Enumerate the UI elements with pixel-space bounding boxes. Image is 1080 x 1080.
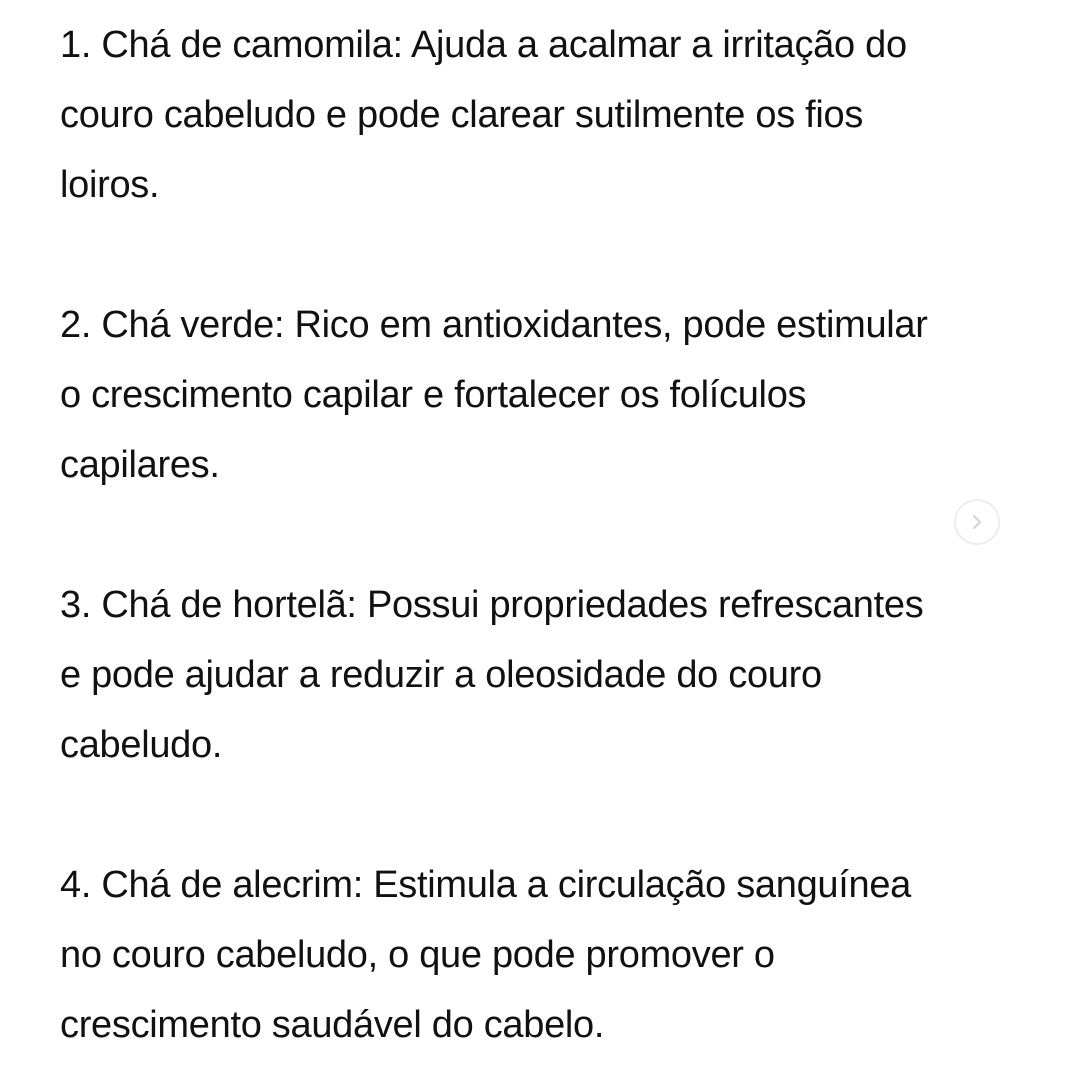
tea-list	[60, 10, 1050, 1060]
list-item-green-tea	[60, 290, 1050, 500]
list-item-line: 2. Chá verde: Rico em antioxidantes, pode estimular	[60, 304, 928, 346]
list-item-line: e pode ajudar a reduzir a oleosidade do couro	[60, 654, 822, 696]
list-item-line: 4. Chá de alecrim: Estimula a circulação sanguínea	[60, 864, 912, 906]
list-item-line: 1. Chá de camomila: Ajuda a acalmar a irritação do	[60, 24, 907, 66]
list-item-mint	[60, 570, 1050, 780]
list-item-line: crescimento saudável do cabelo.	[60, 1004, 605, 1046]
list-item-line: cabeludo.	[60, 724, 223, 766]
list-item-line: loiros.	[60, 164, 160, 206]
chevron-right-icon	[967, 512, 987, 532]
list-item-chamomile	[60, 10, 1050, 220]
list-item-line: o crescimento capilar e fortalecer os folículos	[60, 374, 807, 416]
list-item-line: couro cabeludo e pode clarear sutilmente os fios	[60, 94, 864, 136]
next-slide-button[interactable]	[954, 499, 1000, 545]
list-item-line: 3. Chá de hortelã: Possui propriedades refrescantes	[60, 584, 924, 626]
list-item-line: capilares.	[60, 444, 220, 486]
list-item-rosemary	[60, 850, 1050, 1060]
list-item-line: no couro cabeludo, o que pode promover o	[60, 934, 775, 976]
